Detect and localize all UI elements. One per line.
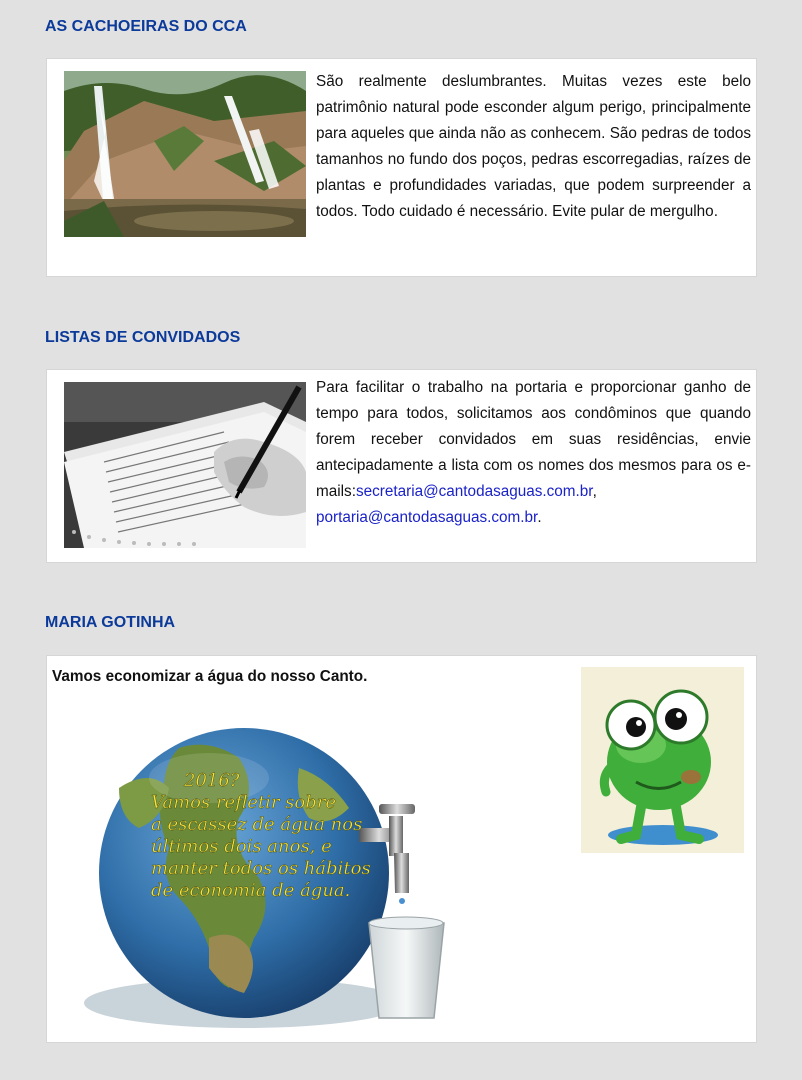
frog-mascot-image <box>581 667 744 853</box>
poster-line-4: últimos dois anos, e <box>151 836 332 857</box>
listas-text: Para facilitar o trabalho na portaria e proporcionar ganho de tempo para todos, solicitamos aos condôminos que quando forem receber convidados em suas residências, envie antecipadamente a lista com os nomes dos mesmos para os e-mails:secretaria@cantodasaguas.com.br, portaria@cantodasaguas.com.br. <box>316 379 751 526</box>
email-link-secretaria[interactable]: secretaria@cantodasaguas.com.br <box>355 483 593 500</box>
poster-line-3: a escassez de água nos <box>151 814 363 835</box>
poster-line-1: 2016? <box>184 770 240 791</box>
waterfall-image <box>64 71 306 237</box>
maria-gotinha-title: Vamos economizar a água do nosso Canto. <box>52 668 368 685</box>
section-heading-listas: LISTAS DE CONVIDADOS <box>45 329 241 346</box>
section-heading-maria-gotinha: MARIA GOTINHA <box>45 614 176 631</box>
cachoeiras-box <box>46 58 757 277</box>
poster-line-2: Vamos refletir sobre <box>151 792 337 813</box>
writing-hand-image <box>64 382 306 548</box>
poster-line-6: de economia de água. <box>151 880 351 901</box>
section-heading-cachoeiras: AS CACHOEIRAS DO CCA <box>45 18 247 35</box>
email-link-portaria[interactable]: portaria@cantodasaguas.com.br <box>316 509 538 526</box>
maria-gotinha-box <box>46 655 757 1043</box>
earth-faucet-poster <box>59 708 484 1030</box>
cachoeiras-text: São realmente deslumbrantes. Muitas vezes este belo patrimônio natural pode esconder algum perigo, principalmente para aqueles que ainda não as conhecem. São pedras de todos tamanhos no fundo dos poços, pedras escorregadias, raízes de plantas e profundidades variadas, que podem surpreender a todos. Todo cuidado é necessário. Evite pular de mergulho. <box>316 73 751 220</box>
listas-box <box>46 369 757 563</box>
poster-line-5: manter todos os hábitos <box>151 858 371 879</box>
